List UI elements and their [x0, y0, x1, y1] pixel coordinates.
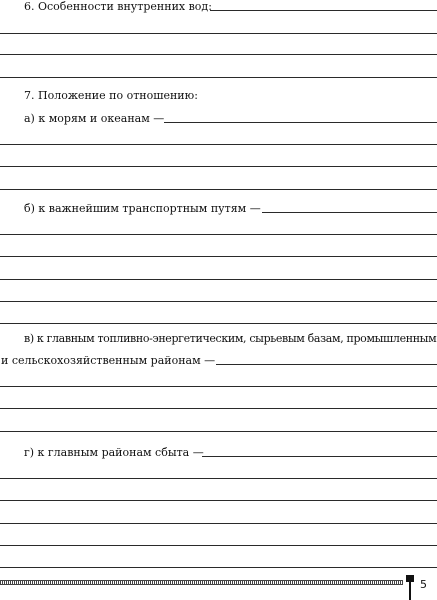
item-d-fill-line — [202, 456, 437, 457]
footer-rule — [0, 580, 403, 585]
answer-line — [0, 166, 437, 167]
page-number: 5 — [420, 578, 427, 591]
answer-line — [0, 567, 437, 568]
answer-line — [0, 144, 437, 145]
answer-line — [0, 386, 437, 387]
answer-line — [0, 523, 437, 524]
item-a-fill-line — [164, 122, 437, 123]
answer-line — [0, 500, 437, 501]
answer-line — [0, 279, 437, 280]
answer-line — [0, 431, 437, 432]
item-b-label: б) к важнейшим транспортным путям — — [24, 202, 261, 215]
item-c-fill-line — [216, 364, 437, 365]
answer-line — [0, 301, 437, 302]
answer-line — [0, 77, 437, 78]
item-c-label-line1: в) к главным топливно-энергетическим, сырьевым базам, промышленным — [24, 332, 437, 345]
answer-line — [0, 189, 437, 190]
answer-line — [0, 478, 437, 479]
answer-line — [0, 54, 437, 55]
answer-line — [0, 408, 437, 409]
answer-line — [0, 545, 437, 546]
answer-line — [0, 33, 437, 34]
item-7-label: 7. Положение по отношению: — [24, 89, 198, 102]
answer-line — [0, 234, 437, 235]
answer-line — [0, 256, 437, 257]
page-marker-icon — [406, 575, 414, 600]
item-6-fill-line — [210, 10, 437, 11]
item-d-label: г) к главным районам сбыта — — [24, 446, 204, 459]
item-c-label-line2: и сельскохозяйственным районам — — [1, 354, 216, 367]
item-b-fill-line — [262, 212, 437, 213]
item-a-label: а) к морям и океанам — — [24, 112, 165, 125]
answer-line — [0, 323, 437, 324]
item-6-label: 6. Особенности внутренних вод: — [24, 0, 212, 13]
